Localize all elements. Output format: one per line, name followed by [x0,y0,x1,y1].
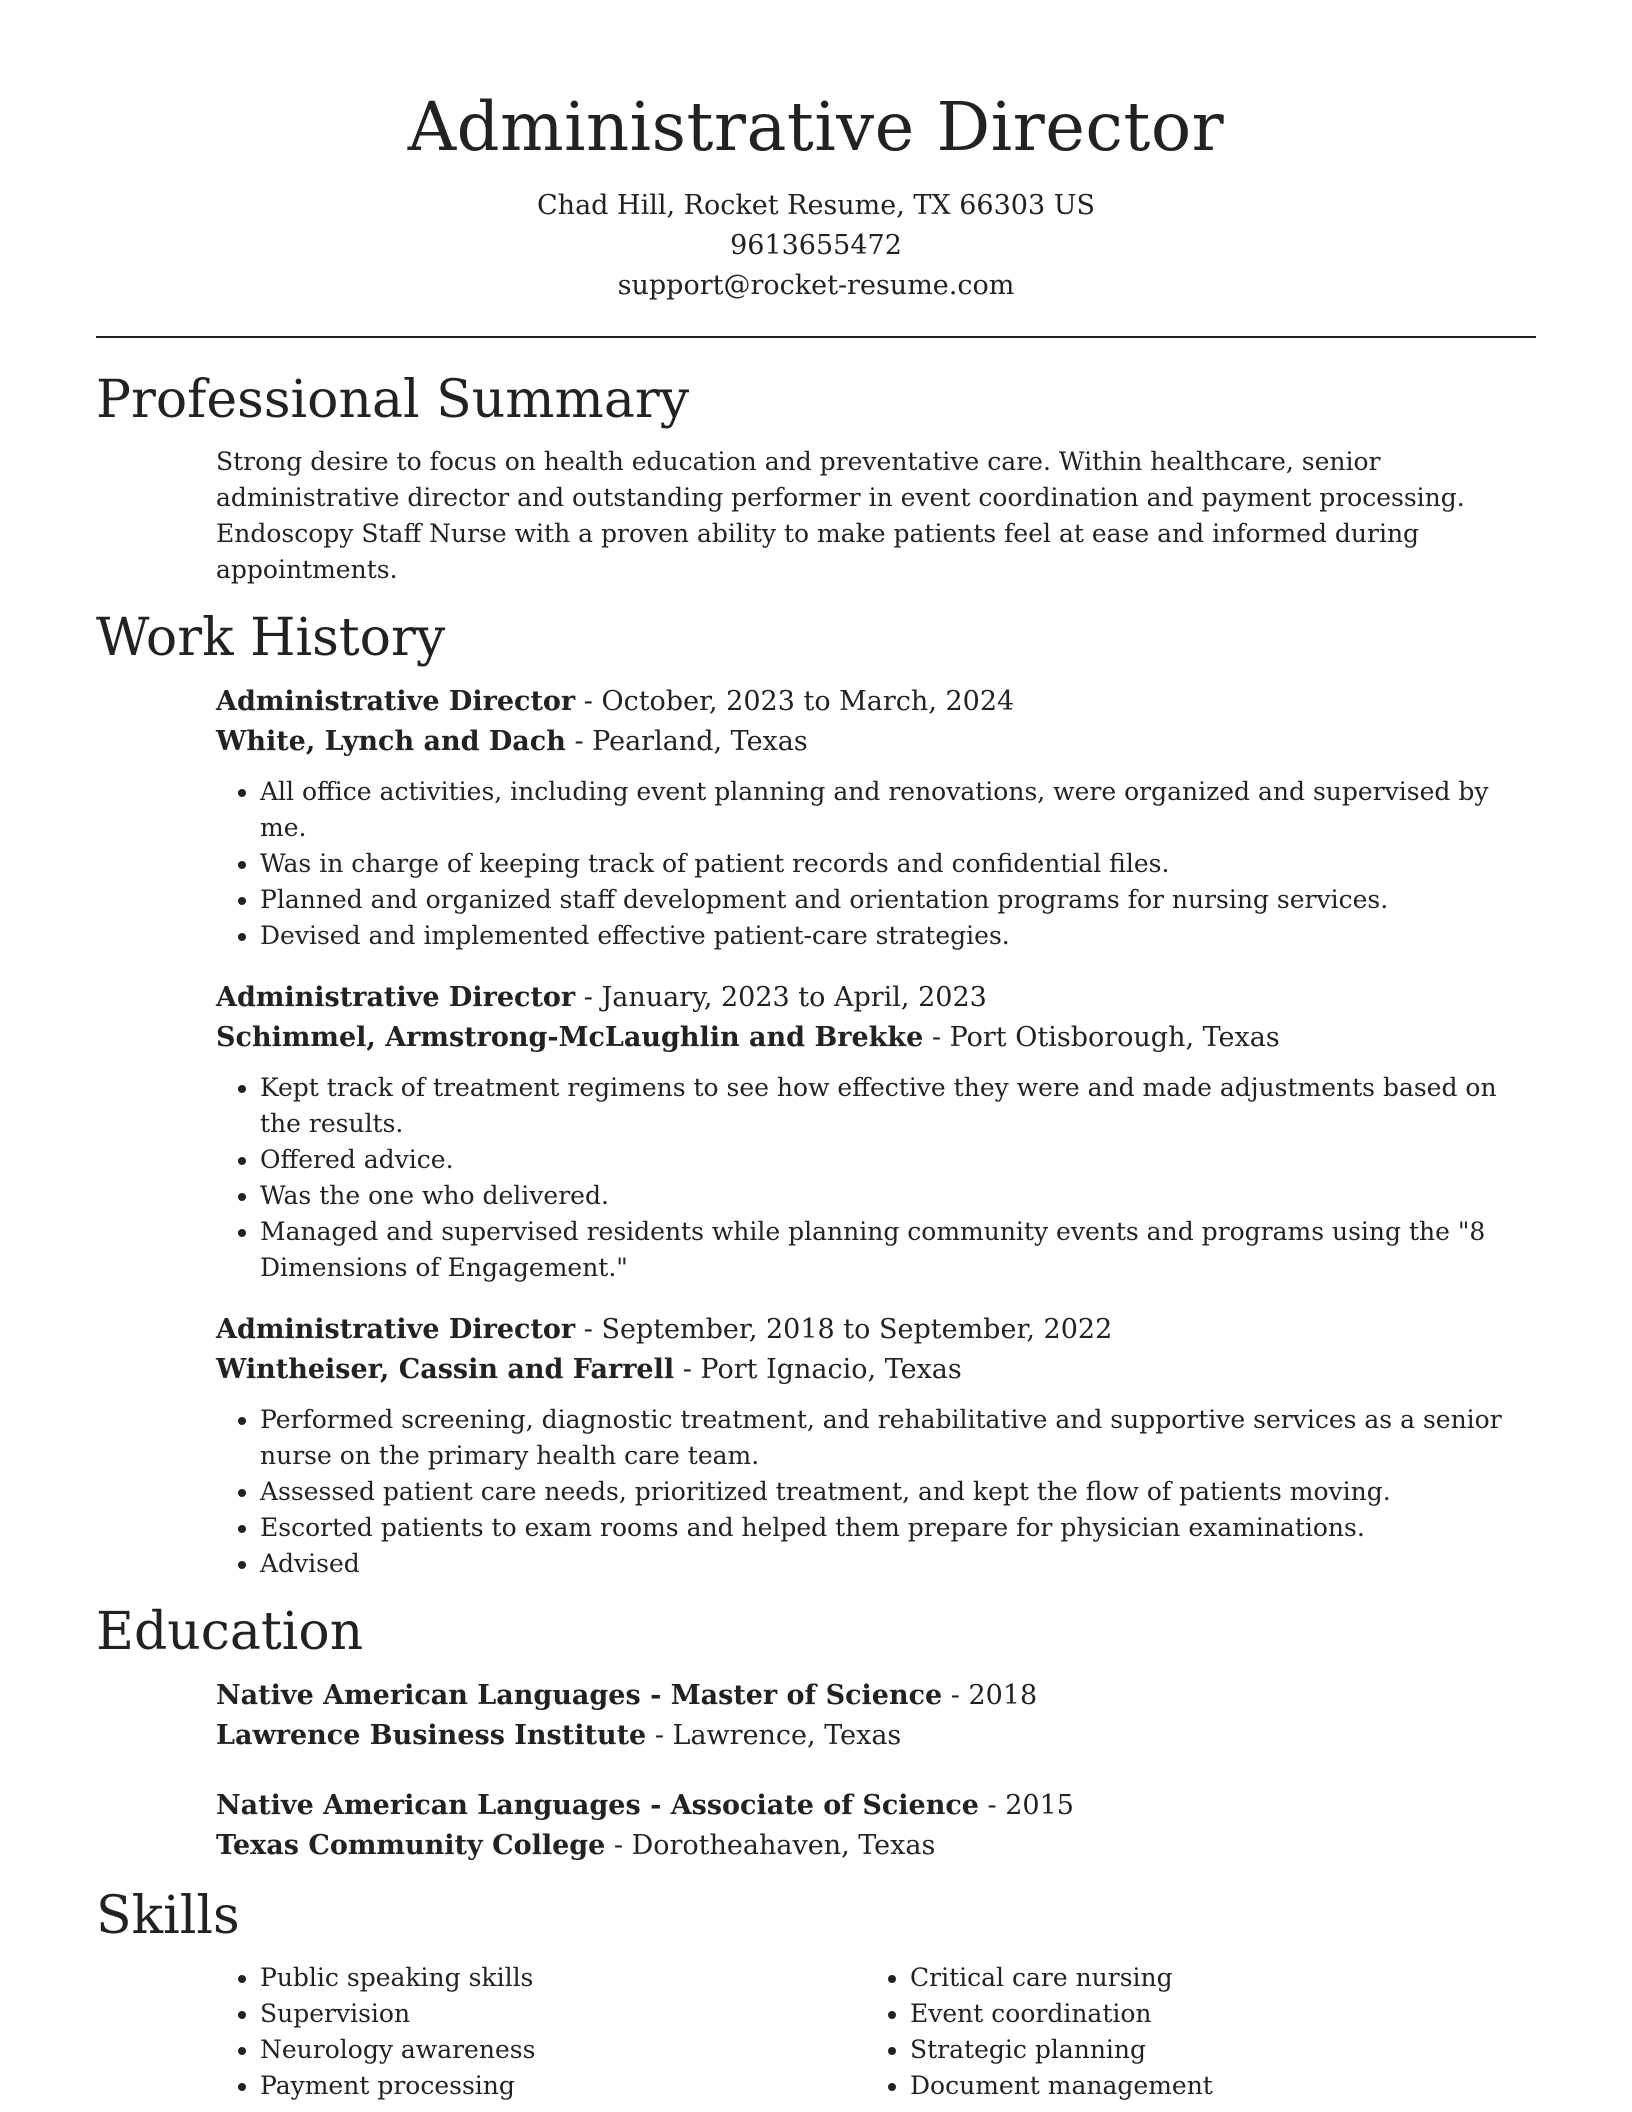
contact-email: support@rocket-resume.com [617,270,1015,301]
education-year: - 2015 [978,1790,1074,1821]
education-school: Texas Community College [216,1830,606,1861]
education-degree-line [216,1786,1536,1826]
job-location: - Pearland, Texas [565,726,808,757]
job-company: Schimmel, Armstrong-McLaughlin and Brekke [216,1022,924,1053]
skill-item: • Payment processing [260,2068,866,2104]
job-company: Wintheiser, Cassin and Farrell [216,1354,675,1385]
resume-name: Administrative Director [407,88,1225,166]
skills-column-right [866,1960,1516,2104]
skill-item: • Supervision [260,1996,866,2032]
skill-item: • Event coordination [910,1996,1516,2032]
contact-address: Chad Hill, Rocket Resume, TX 66303 US [537,190,1095,221]
job-company-line [216,722,1536,762]
skills-grid [96,1960,1536,2104]
job-dates: - October, 2023 to March, 2024 [575,686,1015,717]
skill-item: • Critical care nursing [910,1960,1516,1996]
list-item: • Was in charge of keeping track of patient records and confidential files. [260,846,1536,882]
education-year: - 2018 [942,1680,1038,1711]
job-bullets [216,1070,1536,1286]
education-section [96,1596,1536,1866]
job-bullets [216,774,1536,954]
job-bullets [216,1402,1536,1582]
job-role: Administrative Director [216,982,576,1013]
education-school-line [216,1826,1536,1866]
job-role: Administrative Director [216,686,576,717]
job-role-line [216,1310,1536,1350]
contact-phone: 9613655472 [730,230,902,261]
skill-item: • Strategic planning [910,2032,1516,2068]
list-item: • Planned and organized staff development and orientation programs for nursing services. [260,882,1536,918]
job-entry [96,978,1536,1286]
job-role-line [216,978,1536,1018]
job-company: White, Lynch and Dach [216,726,566,757]
list-item: • Managed and supervised residents while planning community events and programs using the "8 Dimensions of Engagement." [260,1214,1536,1286]
header-divider [96,336,1536,338]
resume-header [96,0,1536,306]
list-item: • Advised [260,1546,1536,1582]
job-dates: - September, 2018 to September, 2022 [575,1314,1113,1345]
job-entry [96,682,1536,954]
education-school: Lawrence Business Institute [216,1720,647,1751]
skills-section [96,1880,1536,2104]
list-item: • Offered advice. [260,1142,1536,1178]
education-title: Education [96,1602,364,1662]
job-entry [96,1310,1536,1582]
list-item: • All office activities, including event planning and renovations, were organized and supervised by me. [260,774,1536,846]
list-item: • Performed screening, diagnostic treatment, and rehabilitative and supportive services as a senior nurse on the primary health care team. [260,1402,1536,1474]
job-location: - Port Otisborough, Texas [923,1022,1280,1053]
list-item: • Escorted patients to exam rooms and helped them prepare for physician examinations. [260,1510,1536,1546]
list-item: • Devised and implemented effective patient-care strategies. [260,918,1536,954]
education-degree-line [216,1676,1536,1716]
skill-item: • Public speaking skills [260,1960,866,1996]
summary-section [96,364,1536,588]
work-section [96,602,1536,1582]
work-title: Work History [96,608,446,668]
education-location: - Dorotheahaven, Texas [605,1830,936,1861]
job-company-line [216,1350,1536,1390]
summary-title: Professional Summary [96,370,690,430]
job-role-line [216,682,1536,722]
list-item: • Kept track of treatment regimens to see how effective they were and made adjustments based on the results. [260,1070,1536,1142]
job-dates: - January, 2023 to April, 2023 [575,982,987,1013]
list-item: • Was the one who delivered. [260,1178,1536,1214]
job-role: Administrative Director [216,1314,576,1345]
education-degree: - Associate of Science [640,1790,979,1821]
skill-item: • Neurology awareness [260,2032,866,2068]
education-entry [96,1786,1536,1866]
skills-column-left [216,1960,866,2104]
skills-list-left [216,1960,866,2104]
education-entry [96,1676,1536,1756]
skill-item: • Document management [910,2068,1516,2104]
education-degree: - Master of Science [640,1680,943,1711]
skills-list-right [866,1960,1516,2104]
skills-title: Skills [96,1886,240,1946]
education-field: Native American Languages [216,1680,641,1711]
job-location: - Port Ignacio, Texas [674,1354,962,1385]
education-field: Native American Languages [216,1790,641,1821]
education-location: - Lawrence, Texas [646,1720,902,1751]
list-item: • Assessed patient care needs, prioritized treatment, and kept the flow of patients moving. [260,1474,1536,1510]
job-company-line [216,1018,1536,1058]
education-school-line [216,1716,1536,1756]
summary-text: Strong desire to focus on health education and preventative care. Within healthcare, senior administrative director and outstanding performer in event coordination and payment processing. Endoscopy Staff Nurse with a proven ability to make patients feel at ease and informed during appointments. [216,447,1465,584]
